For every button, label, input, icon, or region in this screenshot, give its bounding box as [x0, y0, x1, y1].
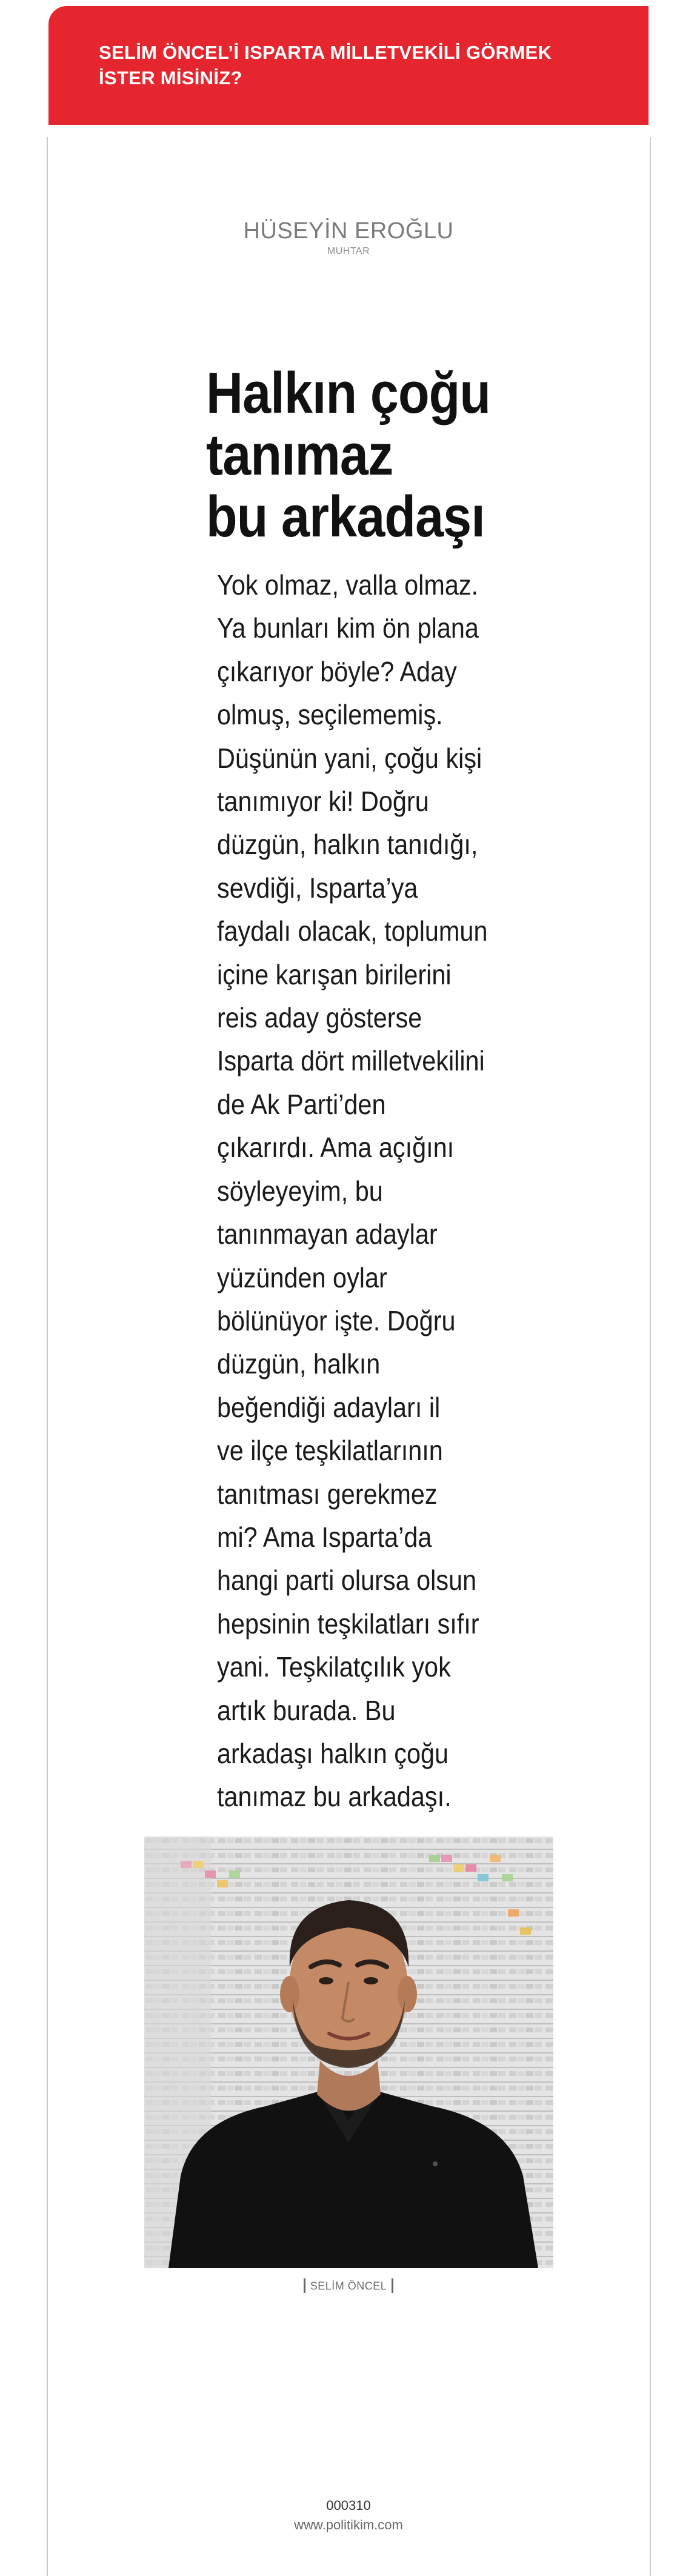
body-line: bölünüyor işte. Doğru [217, 1304, 456, 1336]
author-block [0, 217, 697, 258]
article-headline [206, 362, 505, 548]
banner-title-line-1: SELİM ÖNCEL’İ ISPARTA MİLLETVEKİLİ GÖRMEK [99, 42, 552, 63]
photo-caption [0, 2277, 697, 2294]
body-line: yüzünden oylar [217, 1261, 387, 1293]
headline-line: bu arkadaşı [206, 484, 485, 549]
body-line: Düşünün yani, çoğu kişi [217, 742, 482, 774]
article-body [217, 564, 490, 1819]
page-frame-left-border [47, 137, 48, 2576]
banner-title [99, 40, 644, 91]
body-line: içine karışan birilerini [217, 958, 452, 990]
portrait-illustration [144, 1837, 553, 2268]
body-line: mi? Ama Isparta’da [217, 1521, 432, 1553]
body-line: düzgün, halkın [217, 1348, 381, 1380]
body-line: faydalı olacak, toplumun [217, 915, 488, 947]
page-frame-right-border [650, 137, 651, 2576]
body-line: tanımaz bu arkadaşı. [217, 1781, 452, 1813]
body-line: artık burada. Bu [217, 1694, 396, 1726]
body-line: arkadaşı halkın çoğu [217, 1737, 449, 1769]
body-line: Isparta dört milletvekilini [217, 1045, 485, 1077]
body-line: tanıtması gerekmez [217, 1478, 438, 1510]
body-line: de Ak Parti’den [217, 1088, 386, 1120]
banner-title-line-2: İSTER MİSİNİZ? [99, 67, 242, 88]
headline-line: Halkın çoğu [206, 361, 491, 425]
body-line: beğendiği adayları il [217, 1391, 441, 1423]
author-name: HÜSEYİN EROĞLU [243, 218, 454, 244]
body-line: düzgün, halkın tanıdığı, [217, 829, 478, 861]
body-line: hepsinin teşkilatları sıfır [217, 1607, 479, 1640]
headline-line: tanımaz [206, 422, 393, 487]
author-role: MUHTAR [327, 246, 370, 256]
body-line: tanımıyor ki! Doğru [217, 786, 429, 818]
body-line: hangi parti olursa olsun [217, 1564, 477, 1597]
body-line: çıkarırdı. Ama açığını [217, 1132, 455, 1164]
body-line: olmuş, seçilememiş. [217, 699, 443, 731]
page-footer [0, 2496, 697, 2535]
portrait-photo [144, 1837, 553, 2268]
body-line: Ya bunları kim ön plana [217, 612, 479, 644]
caption-left-divider [304, 2278, 305, 2293]
body-line: yani. Teşkilatçılık yok [217, 1651, 451, 1683]
page-code: 000310 [326, 2498, 371, 2513]
body-line: sevdiği, Isparta’ya [217, 872, 418, 904]
website-link[interactable]: www.politikim.com [294, 2517, 403, 2532]
caption-text: SELİM ÖNCEL [310, 2280, 387, 2292]
body-line: söyleyeyim, bu [217, 1175, 383, 1207]
body-line: Yok olmaz, valla olmaz. [217, 569, 479, 601]
body-line: reis aday gösterse [217, 1002, 422, 1034]
body-line: çıkarıyor böyle? Aday [217, 655, 457, 687]
body-line: tanınmayan adaylar [217, 1218, 438, 1250]
question-banner [48, 6, 649, 125]
body-line: ve ilçe teşkilatlarının [217, 1435, 443, 1467]
caption-right-divider [392, 2278, 393, 2293]
